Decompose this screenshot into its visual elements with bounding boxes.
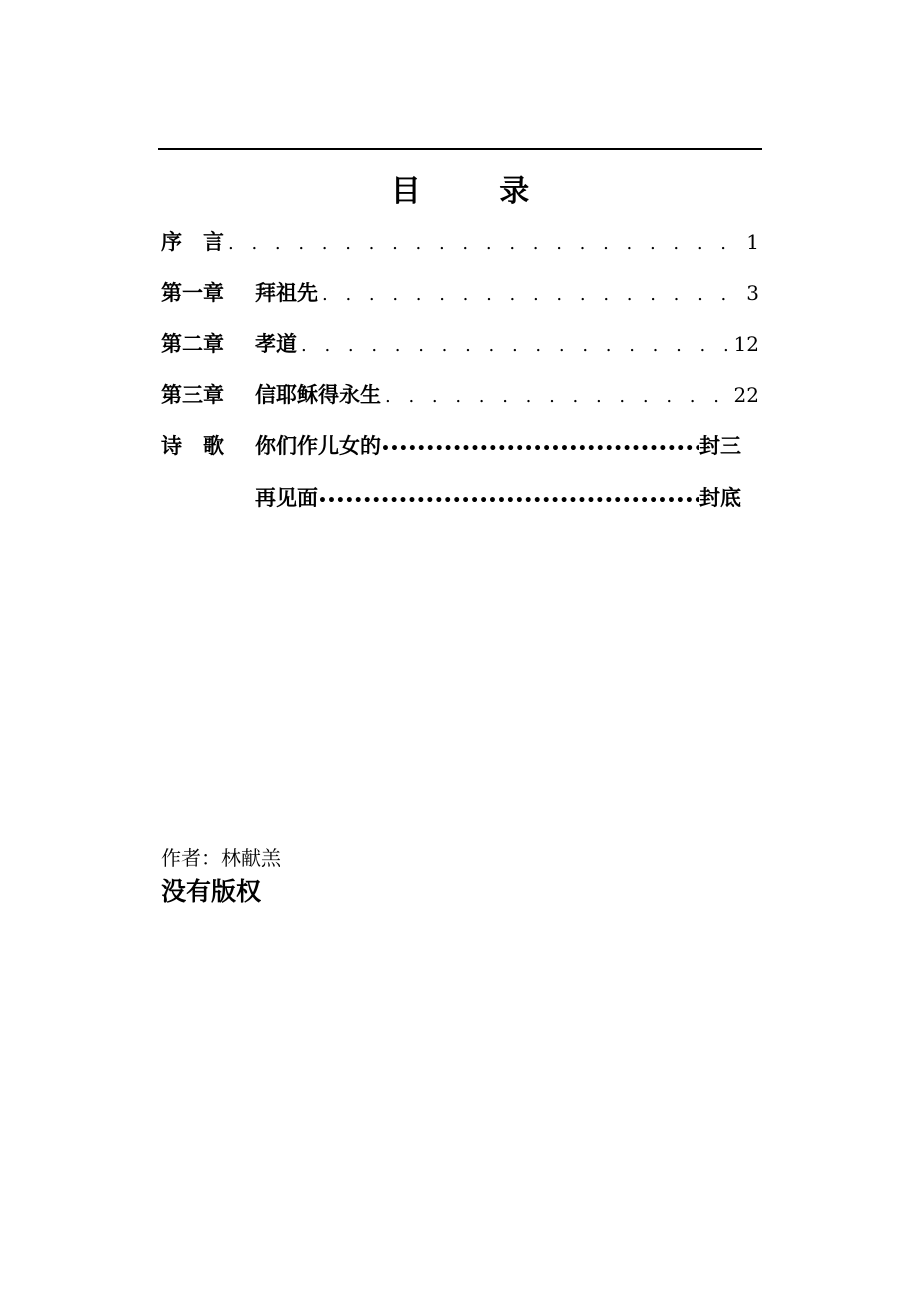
toc-entry-chapter-3[interactable] <box>161 380 759 410</box>
toc-leader <box>318 485 699 517</box>
toc-entry-title: 信耶稣得永生 <box>255 383 381 407</box>
toc-leader <box>228 229 742 259</box>
toc-entry-poem-2[interactable] <box>161 482 741 514</box>
toc-entry-label: 第二章 <box>161 332 224 356</box>
copyright-notice: 没有版权 <box>161 877 262 906</box>
toc-page-number: 3 <box>746 281 759 305</box>
top-rule <box>158 148 762 150</box>
toc-entry-poem-1[interactable] <box>161 430 741 462</box>
toc-entry-chapter-2[interactable] <box>161 329 759 359</box>
toc-page-number: 封底 <box>699 486 741 510</box>
author-line: 作者：林献羔 <box>161 846 281 870</box>
toc-leader <box>301 331 730 361</box>
toc-entry-label: 第一章 <box>161 281 224 305</box>
toc-page-number: 1 <box>746 230 759 254</box>
toc-entry-title: 拜祖先 <box>255 281 318 305</box>
toc-page-number: 22 <box>733 383 759 407</box>
toc-page-number: 封三 <box>699 434 741 458</box>
toc-entry-title: 孝道 <box>255 332 297 356</box>
toc-entry-title: 再见面 <box>255 486 318 510</box>
toc-entry-title: 你们作儿女的 <box>255 434 381 458</box>
toc-title: 目 录 <box>390 174 564 209</box>
toc-entry-chapter-1[interactable] <box>161 278 759 308</box>
toc-entry-preface[interactable] <box>161 227 759 257</box>
toc-leader <box>385 382 730 412</box>
toc-entry-label: 序 言 <box>161 230 224 254</box>
toc-entry-label: 诗 歌 <box>161 434 224 458</box>
toc-entry-label: 第三章 <box>161 383 224 407</box>
toc-leader <box>322 280 742 310</box>
toc-leader <box>381 433 699 465</box>
toc-page-number: 12 <box>733 332 759 356</box>
